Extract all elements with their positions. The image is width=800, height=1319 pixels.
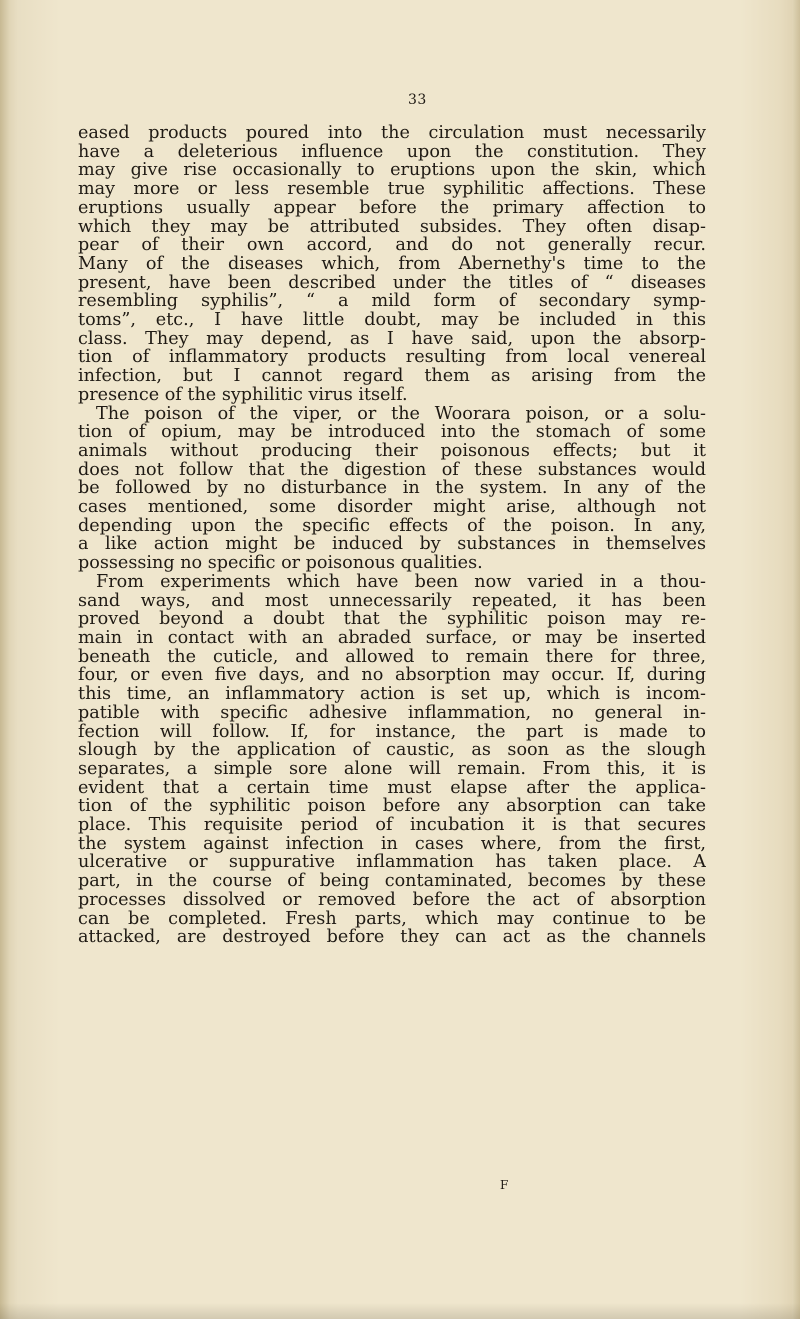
page-right-edge xyxy=(792,0,800,1319)
text-line: tion of opium, may be introduced into the stomach of some xyxy=(78,423,706,442)
text-line: proved beyond a doubt that the syphilitic poison may re- xyxy=(78,610,706,629)
text-line: the system against infection in cases where, from the first, xyxy=(78,834,706,854)
page-number: 33 xyxy=(408,92,427,108)
text-line: possessing no specific or poisonous qualities. xyxy=(78,554,483,573)
text-line: present, have been described under the titles of “ diseases xyxy=(78,273,706,293)
text-line: which they may be attributed subsides. They often disap- xyxy=(78,217,706,237)
text-line: attacked, are destroyed before they can act as the channels xyxy=(78,928,706,947)
text-line: slough by the application of caustic, as soon as the slough xyxy=(78,741,706,760)
text-line: ulcerative or suppurative inflammation has taken place. A xyxy=(78,853,706,873)
text-line: separates, a simple sore alone will remain. From this, it is xyxy=(78,759,706,779)
text-line: The poison of the viper, or the Woorara poison, or a solu- xyxy=(96,404,706,424)
text-line: animals without producing their poisonous effects; but it xyxy=(78,441,706,461)
text-line: can be completed. Fresh parts, which may continue to be xyxy=(78,909,706,929)
text-line: part, in the course of being contaminated, becomes by these xyxy=(78,872,706,891)
text-line: pear of their own accord, and do not generally recur. xyxy=(78,236,706,255)
text-line: cases mentioned, some disorder might arise, although not xyxy=(78,498,706,517)
page-left-edge xyxy=(0,0,10,1319)
body-text xyxy=(78,124,706,947)
signature-mark: F xyxy=(500,1178,509,1192)
text-line: sand ways, and most unnecessarily repeated, it has been xyxy=(78,591,706,611)
text-line: may more or less resemble true syphilitic affections. These xyxy=(78,180,706,199)
text-line: toms”, etc., I have little doubt, may be included in this xyxy=(78,311,706,330)
text-line: presence of the syphilitic virus itself. xyxy=(78,385,408,405)
text-line: four, or even five days, and no absorption may occur. If, during xyxy=(78,666,706,686)
text-line: evident that a certain time must elapse after the applica- xyxy=(78,778,706,798)
text-line: tion of inflammatory products resulting from local venereal xyxy=(78,348,706,368)
text-line: may give rise occasionally to eruptions upon the skin, which xyxy=(78,161,706,181)
text-line: depending upon the specific effects of the poison. In any, xyxy=(78,516,706,536)
text-line: place. This requisite period of incubation it is that secures xyxy=(78,816,706,835)
text-line: this time, an inflammatory action is set up, which is incom- xyxy=(78,685,706,704)
text-line: have a deleterious influence upon the constitution. They xyxy=(78,142,706,162)
text-line: class. They may depend, as I have said, upon the absorp- xyxy=(78,329,706,349)
text-line: processes dissolved or removed before the act of absorption xyxy=(78,890,706,910)
text-line: be followed by no disturbance in the system. In any of the xyxy=(78,479,706,499)
page-bottom-shadow xyxy=(0,1303,800,1319)
text-line: fection will follow. If, for instance, the part is made to xyxy=(78,722,706,742)
text-line: Many of the diseases which, from Abernethy's time to the xyxy=(78,254,706,274)
text-line: eruptions usually appear before the primary affection to xyxy=(78,198,706,218)
text-line: a like action might be induced by substances in themselves xyxy=(78,535,706,555)
text-line: resembling syphilis”, “ a mild form of secondary symp- xyxy=(78,292,706,312)
text-line: infection, but I cannot regard them as arising from the xyxy=(78,367,706,386)
text-line: tion of the syphilitic poison before any absorption can take xyxy=(78,797,706,817)
text-line: does not follow that the digestion of these substances would xyxy=(78,460,706,480)
text-line: eased products poured into the circulation must necessarily xyxy=(78,124,706,143)
text-line: From experiments which have been now varied in a thou- xyxy=(96,572,706,592)
text-line: beneath the cuticle, and allowed to remain there for three, xyxy=(78,647,706,667)
text-line: main in contact with an abraded surface, or may be inserted xyxy=(78,628,706,648)
text-line: patible with specific adhesive inflammation, no general in- xyxy=(78,703,706,723)
